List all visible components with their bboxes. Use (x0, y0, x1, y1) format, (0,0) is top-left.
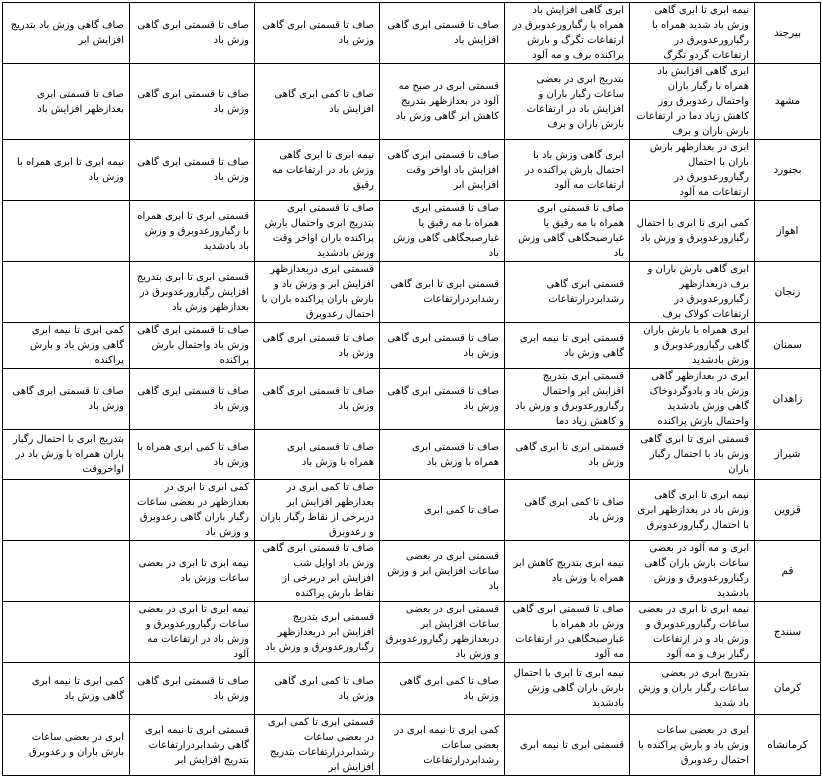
city-cell: شیراز (755, 430, 821, 480)
forecast-cell: صاف تا قسمتی ابری گاهی وزش باد (380, 323, 505, 369)
forecast-cell: قسمتی ابری تا کمی ابری در بعضی ساعات رشدابردرارتفاعات بتدریج افزایش ابر (255, 715, 380, 776)
table-row (3, 430, 821, 480)
forecast-cell: صاف تا کمی ابری در بعدازظهر افزایش ابر دربرخی از نقاط رگبار باران و رعدوبرق (255, 480, 380, 541)
forecast-cell: صاف تا قسمتی ابری گاهی وزش باد (130, 64, 255, 140)
forecast-cell: قسمتی ابری تا نیمه ابری (505, 715, 630, 776)
forecast-cell: قسمتی ابری تا ابری بتدریج افزایش رگبارورعدوبرق در بعدازظهر وزش باد (130, 262, 255, 323)
forecast-cell: نیمه ابری تا ابری همراه با وزش باد (3, 140, 130, 201)
forecast-cell: صاف تا قسمتی ابری گاهی وزش باد (130, 369, 255, 430)
city-cell: بیرجند (755, 3, 821, 64)
forecast-cell: کمی ابری تا نیمه ابری گاهی وزش باد (3, 663, 130, 715)
forecast-cell: کمی ابری تا نیمه ابری گاهی وزش باد و بارش پراکنده (3, 323, 130, 369)
forecast-cell: قسمتی ابری تا نیمه ابری گاهی رشدابردرارتفاعات بتدریج افزایش ابر (130, 715, 255, 776)
forecast-cell (3, 480, 130, 541)
forecast-cell: صاف تا کمی ابری (380, 480, 505, 541)
forecast-cell: ابری و مه آلود در بعضی ساعات بارش باران گاهی رگبارورعدوبرق و وزش بادشدید (630, 541, 755, 602)
table-row (3, 541, 821, 602)
city-cell: سمنان (755, 323, 821, 369)
forecast-cell: صاف تا کمی ابری گاهی افزایش باد (255, 64, 380, 140)
city-cell: قزوین (755, 480, 821, 541)
table-row (3, 369, 821, 430)
forecast-cell: کمی ابری تا ابری در بعدازظهر در بعضی ساعات رگبار باران گاهی رعدوبرق و وزش باد (130, 480, 255, 541)
table-row (3, 140, 821, 201)
forecast-cell: صاف تا قسمتی ابری همراه با مه رقیق یا غبارصبحگاهی گاهی وزش باد (380, 201, 505, 262)
forecast-cell: قسمتی ابری تا نیمه ابری گاهی وزش باد (505, 323, 630, 369)
forecast-cell: قسمتی ابری تا ابری همراه با رگبارورعدوبرق و وزش باد بادشدید (130, 201, 255, 262)
table-row (3, 262, 821, 323)
forecast-cell: ابری در بعضی ساعات بارش باران و رعدوبرق (3, 715, 130, 776)
forecast-cell: ابری در بعدازظهر بارش باران با احتمال رگبارورعدوبرق در ارتفاعات مه آلود (630, 140, 755, 201)
forecast-cell: نیمه ابری تا ابری گاهی وزش باد در بعدازظهر ابری با احتمال رگبارورعدوبرق (630, 480, 755, 541)
forecast-cell: صاف تا قسمتی ابری گاهی افزایش باد اواخر وقت افزایش ابر (380, 140, 505, 201)
forecast-cell: صاف تا قسمتی ابری همراه با وزش باد (255, 430, 380, 480)
forecast-cell: قسمتی ابری بتدریج افزایش ابر دربعدازظهر رگبارورعدوبرق و وزش باد (255, 602, 380, 663)
forecast-cell: صاف تا قسمتی ابری گاهی وزش باد (255, 3, 380, 64)
forecast-cell: قسمتی ابری بتدریج افزایش ابر واحتمال رگبارورعدوبرق و وزش باد و کاهش زیاد دما (505, 369, 630, 430)
forecast-cell: بتدریج ابری در بعضی ساعات رگبار باران و وزش باد شدید (630, 663, 755, 715)
forecast-cell: صاف تا قسمتی ابری گاهی افزایش باد (380, 3, 505, 64)
table-row (3, 3, 821, 64)
city-cell: اهواز (755, 201, 821, 262)
forecast-cell: صاف تا کمی ابری گاهی وزش باد (505, 480, 630, 541)
forecast-cell: صاف تا قسمتی ابری بتدریج ابری واحتمال بارش پراکنده باران اواخر وقت وزش بادشدید (255, 201, 380, 262)
city-cell: زنجان (755, 262, 821, 323)
forecast-cell: نیمه ابری تا ابری با احتمال بارش باران گاهی وزش بادشدید (505, 663, 630, 715)
forecast-cell: صاف تا قسمتی ابری گاهی وزش باد (130, 663, 255, 715)
forecast-cell: صاف تا قسمتی ابری گاهی وزش باد اوایل شب افزایش ابر دربرخی از نقاط بارش پراکنده (255, 541, 380, 602)
forecast-cell: قسمتی ابری در بعضی ساعات افزایش ابر دربعدازظهر رگبارورعدوبرق و وزش باد (380, 602, 505, 663)
forecast-cell: نیمه ابری تا ابری گاهی وزش باد در ارتفاعات مه رقیق (255, 140, 380, 201)
forecast-cell (3, 201, 130, 262)
city-cell: زاهدان (755, 369, 821, 430)
city-cell: کرمان (755, 663, 821, 715)
table-row (3, 663, 821, 715)
forecast-cell: نیمه ابری تا ابری در بعضی ساعات رگبارورعدوبرق و وزش باد و در ارتفاعات رگبار برف و مه آلود (630, 602, 755, 663)
forecast-cell: صاف تا قسمتی ابری همراه با وزش باد (380, 430, 505, 480)
forecast-cell: قسمتی ابری تا ابری گاهی وزش باد (505, 430, 630, 480)
city-cell: مشهد (755, 64, 821, 140)
forecast-cell: صاف تا قسمتی ابری گاهی وزش باد واحتمال بارش پراکنده (130, 323, 255, 369)
forecast-cell: صاف تا قسمتی ابری گاهی وزش باد (130, 140, 255, 201)
city-cell: کرمانشاه (755, 715, 821, 776)
forecast-cell: ابری گاهی افزایش باد همراه با رگبارورعدوبرق در ارتفاعات تگرگ و بارش پراکنده برف و مه آلود (505, 3, 630, 64)
forecast-cell: ابری همراه با بارش باران گاهی رگبارورعدوبرق و وزش بادشدید (630, 323, 755, 369)
forecast-cell: بتدریج ابری در بعضی ساعات رگبار باران و افزایش باد در ارتفاعات بارش باران و برف (505, 64, 630, 140)
forecast-cell: قسمتی ابری در بعضی ساعات افزایش ابر و وزش باد (380, 541, 505, 602)
forecast-cell: صاف تا قسمتی ابری گاهی وزش باد (130, 3, 255, 64)
forecast-cell: صاف تا کمی ابری گاهی وزش باد (255, 663, 380, 715)
table-row (3, 602, 821, 663)
forecast-cell: صاف تا قسمتی ابری گاهی وزش باد (255, 323, 380, 369)
forecast-cell: کمی ابری تا نیمه ابری در بعضی ساعات رشدابردرارتفاعات (380, 715, 505, 776)
forecast-cell: قسمتی ابری تا ابری گاهی وزش باد با احتمال رگبار باران (630, 430, 755, 480)
forecast-cell: کمی ابری تا ابری با احتمال رگبارورعدوبرق و وزش باد (630, 201, 755, 262)
forecast-cell: صاف تا قسمتی ابری همراه با مه رقیق یا غبارصبحگاهی گاهی وزش باد (505, 201, 630, 262)
forecast-cell (3, 262, 130, 323)
forecast-cell: بتدریج ابری با احتمال رگبار باران همراه با وزش باد در اواخروقت (3, 430, 130, 480)
table-row (3, 715, 821, 776)
forecast-cell: قسمتی ابری در صبح مه آلود در بعدازظهر بتدریج کاهش ابر گاهی وزش باد (380, 64, 505, 140)
forecast-cell: ابری در بعدازظهر گاهی وزش باد و بادوگردوخاک گاهی وزش بادشدید واحتمال بارش پراکنده (630, 369, 755, 430)
table-row (3, 201, 821, 262)
forecast-cell: صاف تا قسمتی ابری گاهی وزش باد (3, 369, 130, 430)
weather-forecast-table (2, 2, 821, 776)
forecast-cell: ابری در بعضی ساعات وزش باد و بارش پراکنده با احتمال رعدوبرق (630, 715, 755, 776)
table-row (3, 64, 821, 140)
forecast-cell: صاف گاهی وزش باد بتدریج افزایش ابر (3, 3, 130, 64)
table-row (3, 480, 821, 541)
forecast-cell: قسمتی ابری دربعدازظهر افزایش ابر و وزش باد و بارش باران پراکنده باران با احتمال رعدوبرق (255, 262, 380, 323)
forecast-cell: قسمتی ابری گاهی رشدابردرارتفاعات (505, 262, 630, 323)
forecast-cell: نیمه ابری تا ابری در بعضی ساعات رگبارورعدوبرق و وزش باد در ارتفاعات مه آلود (130, 602, 255, 663)
forecast-cell: صاف تا قسمتی ابری بعدازظهر افزایش باد (3, 64, 130, 140)
forecast-cell: ابری گاهی بارش باران و برف دربعدازظهر رگبارورعدوبرق در ارتفاعات کولاک برف (630, 262, 755, 323)
city-cell: سنندج (755, 602, 821, 663)
forecast-cell: قسمتی ابری تا ابری گاهی رشدابردرارتفاعات (380, 262, 505, 323)
forecast-table-body (3, 3, 821, 776)
table-row (3, 323, 821, 369)
forecast-cell: ابری گاهی وزش باد با احتمال بارش پراکنده در ارتفاعات مه آلود (505, 140, 630, 201)
forecast-cell: نیمه ابری تا ابری گاهی وزش باد شدید همراه با رگبارورعدوبرق در ارتفاعات گردو تگرگ (630, 3, 755, 64)
forecast-cell: نیمه ابری تا ابری در بعضی ساعات وزش باد (130, 541, 255, 602)
forecast-cell: ابری گاهی افزایش باد همراه با رگبار باران واحتمال رعدوبرق روز کاهش زیاد دما در ارتفاعات بارش باران و برف (630, 64, 755, 140)
forecast-cell: صاف تا کمی ابری همراه با وزش باد (130, 430, 255, 480)
forecast-cell: صاف تا کمی ابری گاهی وزش باد (380, 663, 505, 715)
forecast-cell (3, 602, 130, 663)
forecast-cell: نیمه ابری بتدریج کاهش ابر همراه با وزش باد (505, 541, 630, 602)
forecast-cell: صاف تا قسمتی ابری گاهی وزش باد (255, 369, 380, 430)
city-cell: بجنورد (755, 140, 821, 201)
forecast-cell (3, 541, 130, 602)
forecast-cell: صاف تا قسمتی ابری گاهی وزش باد همراه با غبارصبحگاهی در ارتفاعات مه آلود (505, 602, 630, 663)
city-cell: قم (755, 541, 821, 602)
forecast-cell: صاف تا قسمتی ابری گاهی وزش باد (380, 369, 505, 430)
